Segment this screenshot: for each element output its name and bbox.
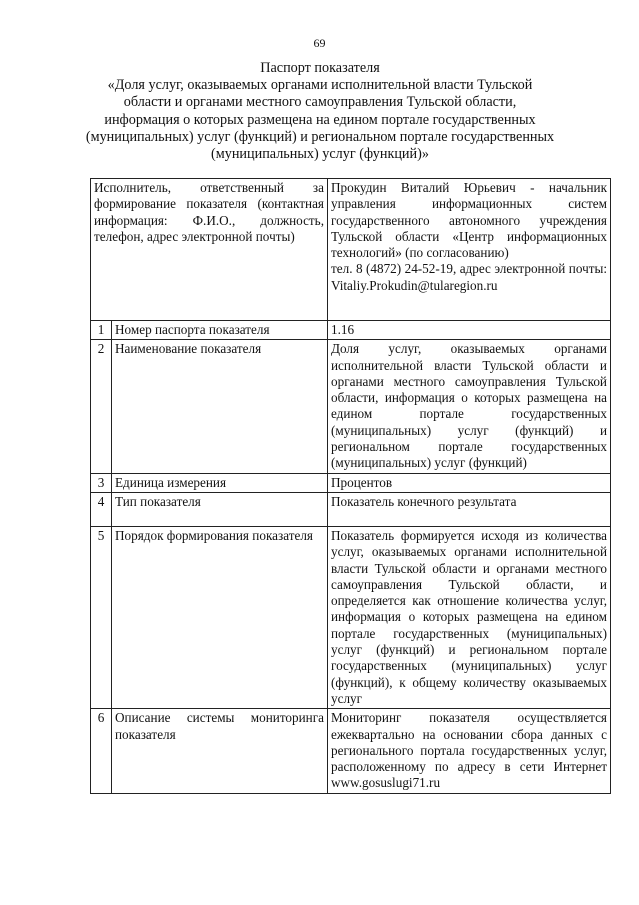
row-value: Мониторинг показателя осуществляется ежеквартально на основании сбора данных с регионального портала государственных услуг, расположенному по адресу в сети Интернет www.gosuslugi71.ru <box>328 709 611 793</box>
row-number: 5 <box>91 526 112 708</box>
row-label: Номер паспорта показателя <box>112 321 328 340</box>
row-value: Показатель конечного результата <box>328 492 611 526</box>
heading-line: (муниципальных) услуг (функций)» <box>211 146 429 163</box>
page-number: 69 <box>313 36 326 50</box>
heading-line: (муниципальных) услуг (функций) и региональном портале государственных <box>85 128 555 145</box>
row-label: Порядок формирования показателя <box>112 526 328 708</box>
row-value: 1.16 <box>328 321 611 340</box>
executor-value <box>328 179 611 321</box>
heading-line: информация о которых размещена на едином портале государственных <box>104 111 536 128</box>
heading-title: Паспорт показателя <box>260 60 380 76</box>
table-row-executor <box>91 179 611 321</box>
row-label: Единица измерения <box>112 473 328 492</box>
document-heading <box>70 60 570 163</box>
row-value: Показатель формируется исходя из количества услуг, оказываемых органами исполнительной власти Тульской области и органами местного самоуправления Тульской области, и определяется как отношение количества услуг, информация о которых размещена на едином портале государственных (муниципальных) услуг (функций) и региональном портале государственных (муниципальных) услуг (функций), к общему количеству оказываемых услуг <box>328 526 611 708</box>
row-label: Тип показателя <box>112 492 328 526</box>
row-number: 3 <box>91 473 112 492</box>
table-row <box>91 709 611 793</box>
table-row <box>91 492 611 526</box>
row-label: Наименование показателя <box>112 340 328 473</box>
heading-line: «Доля услуг, оказываемых органами исполнительной власти Тульской <box>107 77 533 94</box>
row-label: Описание системы мониторинга показателя <box>112 709 328 793</box>
row-number: 4 <box>91 492 112 526</box>
row-value: Процентов <box>328 473 611 492</box>
row-number: 1 <box>91 321 112 340</box>
executor-name-position: Прокудин Виталий Юрьевич - начальник управления информационных систем государственного автономного учреждения Тульской области «Центр информационных технологий» (по согласованию) <box>331 180 607 261</box>
table-row <box>91 340 611 473</box>
row-number: 2 <box>91 340 112 473</box>
row-value: Доля услуг, оказываемых органами исполнительной власти Тульской области и органами местного самоуправления Тульской области, информация о которых размещена на едином портале государственных (муниципальных) услуг (функций) и региональном портале государственных (муниципальных) услуг (функций) <box>328 340 611 473</box>
table-row <box>91 526 611 708</box>
row-number: 6 <box>91 709 112 793</box>
executor-label: Исполнитель, ответственный за формирование показателя (контактная информация: Ф.И.О., должность, телефон, адрес электронной почты) <box>91 179 328 321</box>
table-row <box>91 473 611 492</box>
indicator-passport-table <box>90 178 611 794</box>
table-row <box>91 321 611 340</box>
executor-contact: тел. 8 (4872) 24-52-19, адрес электронной почты: Vitaliy.Prokudin@tularegion.ru <box>331 261 607 293</box>
heading-line: области и органами местного самоуправления Тульской области, <box>123 94 517 111</box>
